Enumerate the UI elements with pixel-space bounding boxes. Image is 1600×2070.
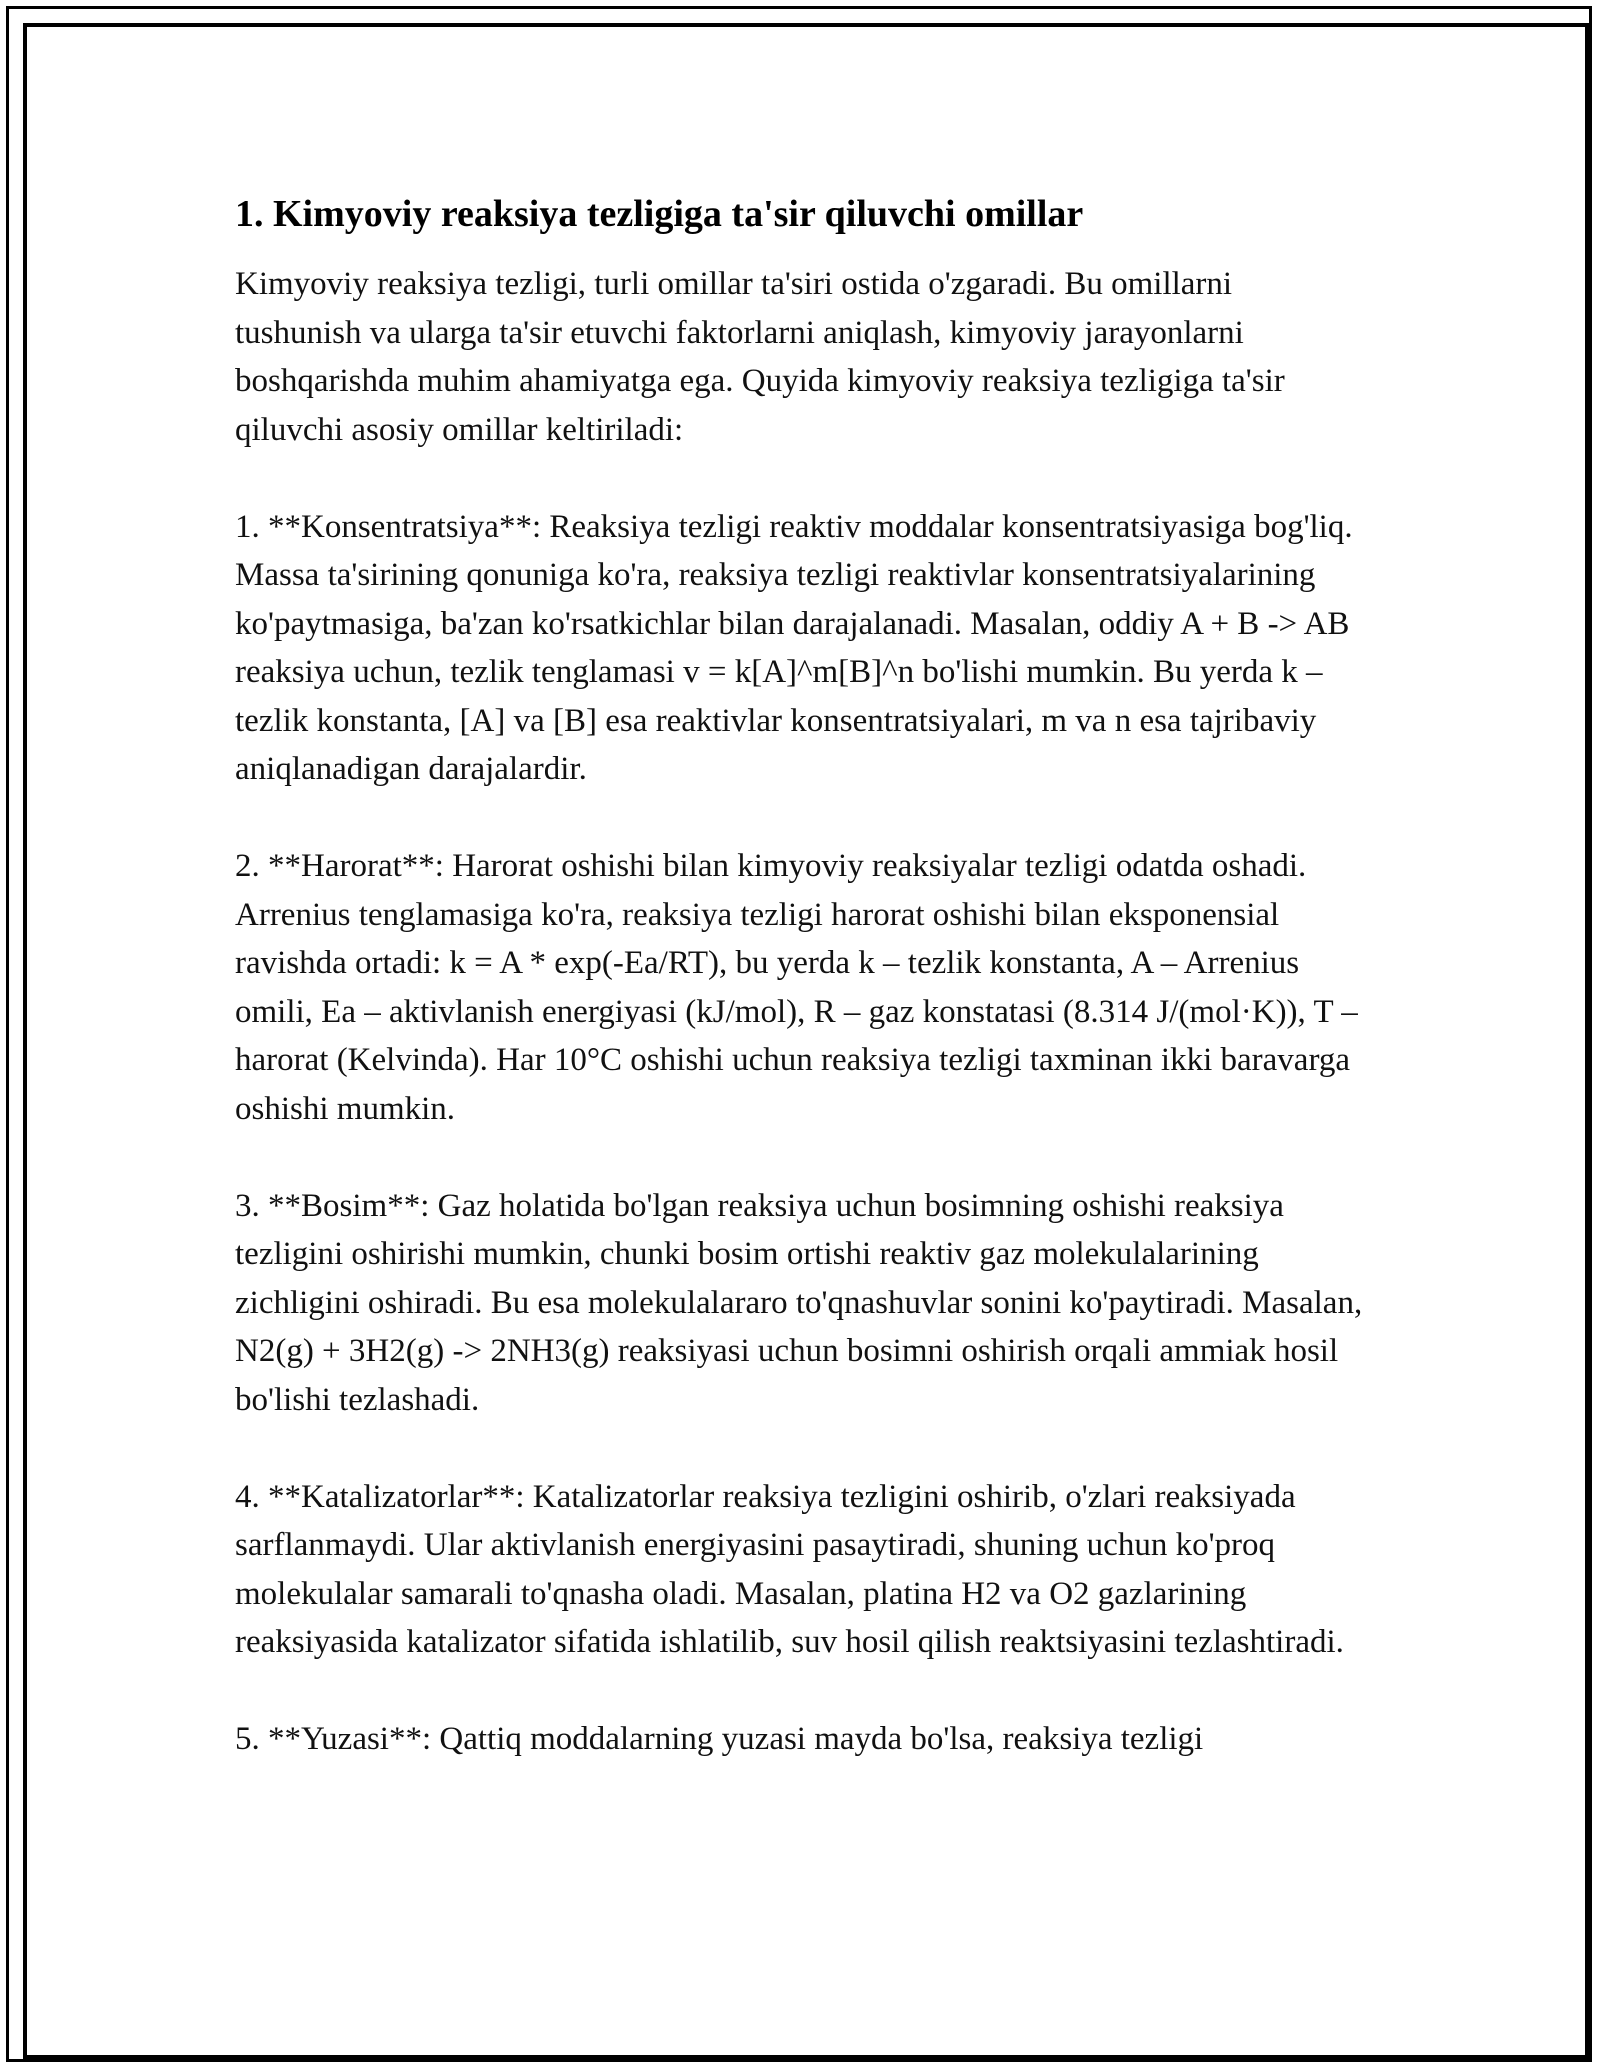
paragraph-gap — [235, 1424, 1365, 1473]
factor-item-concentration: 1. **Konsentratsiya**: Reaksiya tezligi reaktiv moddalar konsentratsiyasiga bog'liq. Massa ta'sirining qonuniga ko'ra, reaksiya tezligi reaktivlar konsentratsiyalarining ko'paytmasiga, ba'zan ko'rsatkichlar bilan darajalanadi. Masalan, oddiy A + B -> AB reaksiya uchun, tezlik tenglamasi v = k[A]^m[B]^n bo'lishi mumkin. Bu yerda k – tezlik konstanta, [A] va [B] esa reaktivlar konsentratsiyalari, m va n esa tajribaviy aniqlanadigan darajalardir. — [235, 508, 1353, 787]
factor-item-catalysts: 4. **Katalizatorlar**: Katalizatorlar reaksiya tezligini oshirib, o'zlari reaksiyada sarflanmaydi. Ular aktivlanish energiyasini pasaytiradi, shuning uchun ko'proq molekulalar samarali to'qnasha oladi. Masalan, platina H2 va O2 gazlarining reaksiyasida katalizator sifatida ishlatilib, suv hosil qilish reaktsiyasini tezlashtiradi. — [235, 1478, 1344, 1660]
paragraph-gap — [235, 1133, 1365, 1182]
paragraph-gap — [235, 454, 1365, 503]
factor-item-surface: 5. **Yuzasi**: Qattiq moddalarning yuzasi mayda bo'lsa, reaksiya tezligi — [235, 1721, 1204, 1757]
intro-paragraph: Kimyoviy reaksiya tezligi, turli omillar ta'siri ostida o'zgaradi. Bu omillarni tushunish va ularga ta'sir etuvchi faktorlarni aniqlash, kimyoviy jarayonlarni boshqarishda muhim ahamiyatga ega. Quyida kimyoviy reaksiya tezligiga ta'sir qiluvchi asosiy omillar keltiriladi: — [235, 266, 1285, 448]
factor-item-temperature: 2. **Harorat**: Harorat oshishi bilan kimyoviy reaksiyalar tezligi odatda oshadi. Arrenius tenglamasiga ko'ra, reaksiya tezligi harorat oshishi bilan eksponensial ravishda ortadi: k = A * exp(-Ea/RT), bu yerda k – tezlik konstanta, A – Arrenius omili, Ea – aktivlanish energiyasi (kJ/mol), R – gaz konstatasi (8.314 J/(mol·K)), T – harorat (Kelvinda). Har 10°C oshishi uchun reaksiya tezligi taxminan ikki baravarga oshishi mumkin. — [235, 848, 1358, 1127]
factor-item-pressure: 3. **Bosim**: Gaz holatida bo'lgan reaksiya uchun bosimning oshishi reaksiya tezligini oshirishi mumkin, chunki bosim ortishi reaktiv gaz molekulalarining zichligini oshiradi. Bu esa molekulalararo to'qnashuvlar sonini ko'paytiradi. Masalan, N2(g) + 3H2(g) -> 2NH3(g) reaksiyasi uchun bosimni oshirish orqali ammiak hosil bo'lishi tezlashadi. — [235, 1187, 1363, 1418]
document-title: 1. Kimyoviy reaksiya tezligiga ta'sir qiluvchi omillar — [235, 193, 1084, 235]
paragraph-gap — [235, 794, 1365, 843]
paragraph-gap — [235, 1667, 1365, 1716]
document-body — [235, 188, 1365, 1764]
